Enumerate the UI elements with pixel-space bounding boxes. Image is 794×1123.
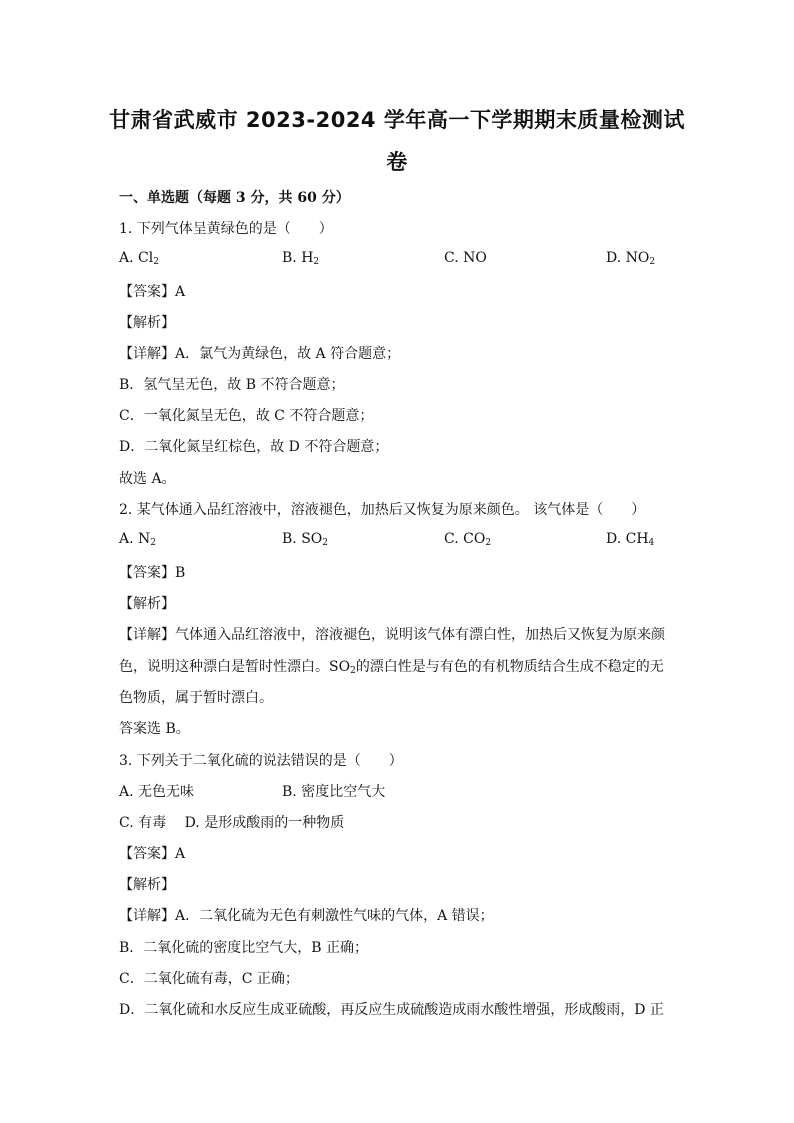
question-3-detail-2: B．二氧化硫的密度比空气大，B 正确；	[119, 940, 369, 956]
question-1-option-a: A. $Cl_2$	[119, 250, 159, 267]
question-2-stem: 2. 某气体通入品红溶液中，溶液褪色，加热后又恢复为原来颜色。 该气体是（ ）	[119, 502, 646, 518]
question-3-detail-1: 【详解】A．二氧化硫为无色有刺激性气味的气体，A 错误；	[119, 908, 494, 924]
question-1-stem: 1. 下列气体呈黄绿色的是（ ）	[119, 221, 333, 237]
question-3-analysis: 【解析】	[119, 877, 175, 893]
question-3-stem: 3. 下列关于二氧化硫的说法错误的是（ ）	[119, 753, 403, 769]
question-2-conclusion: 答案选 B。	[119, 721, 190, 737]
question-1-option-c: C. NO	[444, 250, 487, 266]
question-2-detail-2: 色，说明这种漂白是暂时性漂白。$SO_2$的漂白性是与有色的有机物质结合生成不稳定的无	[119, 659, 664, 676]
document-title-line-2: 卷	[386, 150, 408, 174]
document-title-line-1: 甘肃省武威市 2023-2024 学年高一下学期期末质量检测试	[109, 108, 685, 132]
question-1-detail-1: 【详解】A．氯气为黄绿色，故 A 符合题意；	[119, 346, 401, 362]
question-2-option-c: C. $CO_2$	[444, 531, 492, 548]
question-2-option-a: A. $N_2$	[119, 531, 156, 548]
question-2-answer: 【答案】B	[119, 565, 186, 581]
question-1-conclusion: 故选 A。	[119, 471, 176, 487]
question-3-option-a: A. 无色无味	[119, 784, 195, 800]
question-1-answer: 【答案】A	[119, 284, 186, 300]
question-3-option-b: B. 密度比空气大	[282, 784, 386, 800]
question-2-detail-1: 【详解】气体通入品红溶液中，溶液褪色，说明该气体有漂白性，加热后又恢复为原来颜	[119, 627, 665, 643]
question-3-answer: 【答案】A	[119, 846, 186, 862]
question-1-analysis: 【解析】	[119, 315, 175, 331]
question-1-detail-3: C．一氧化氮呈无色，故 C 不符合题意；	[119, 408, 374, 424]
question-1-detail-2: B．氢气呈无色，故 B 不符合题意；	[119, 377, 345, 393]
question-3-detail-4: D．二氧化硫和水反应生成亚硫酸，再反应生成硫酸造成雨水酸性增强，形成酸雨，D 正	[119, 1002, 664, 1018]
question-1-option-b: B. $H_2$	[282, 250, 320, 267]
question-1-option-d: D. $NO_2$	[606, 250, 656, 267]
question-3-options-cd: C. 有毒 D. 是形成酸雨的一种物质	[119, 815, 345, 831]
question-3-detail-3: C．二氧化硫有毒，C 正确；	[119, 971, 299, 987]
question-2-option-b: B. $SO_2$	[282, 531, 328, 548]
section-heading: 一、单选题（每题 3 分，共 60 分）	[119, 190, 350, 206]
question-1-detail-4: D．二氧化氮呈红棕色，故 D 不符合题意；	[119, 439, 389, 455]
question-2-analysis: 【解析】	[119, 596, 175, 612]
question-2-detail-3: 色物质，属于暂时漂白。	[119, 690, 273, 706]
question-2-option-d: D. $CH_4$	[606, 531, 655, 548]
